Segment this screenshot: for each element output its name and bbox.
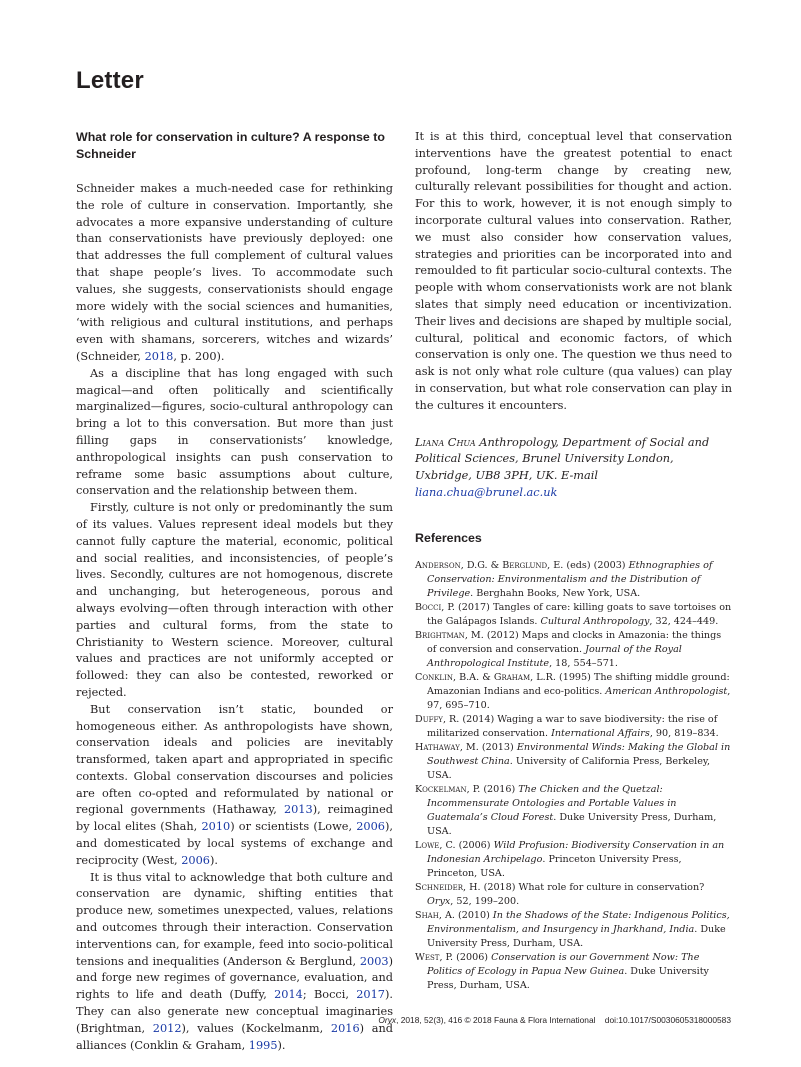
footer-doi: doi:10.1017/S0030605318000583 (604, 1015, 731, 1025)
reference-text: , C. (2006) (439, 839, 494, 851)
article-title: What role for conservation in culture? A response to Schneider (76, 130, 385, 161)
reference-text: . Princeton University Press, Princeton, USA. (427, 853, 682, 879)
reference-text: , A. (2010) (438, 909, 493, 921)
reference-title: Wild Profusion: Biodiversity Conservation in an Indonesian Archipelago (427, 839, 725, 865)
citation-link[interactable]: 2017 (356, 988, 385, 1002)
reference-title: International Affairs (551, 727, 650, 739)
reference-author: Anderson (415, 559, 461, 571)
reference-text: , 90, 819–834. (649, 727, 719, 739)
reference-author: Shah (415, 909, 439, 921)
paragraph-text: It is thus vital to acknowledge that both culture and conservation are dynamic, shifting entities that produce new, sometimes unexpected, values, relations and outcomes through their interaction. Conservation interventions can, for example, feed into socio-political tensions and inequalities (Anderson & Berglund, (76, 870, 393, 968)
reference-author: Berglund (502, 559, 548, 571)
citation-link[interactable]: 2018 (144, 349, 174, 363)
reference-text: . Duke University Press, Durham, USA. (427, 965, 709, 991)
author-name: Liana Chua (415, 435, 476, 449)
citation-link[interactable]: 2016 (330, 1021, 360, 1035)
footer-citation: , 2018, 52(3), 416 © 2018 Fauna & Flora International (396, 1015, 596, 1025)
reference-title: Cultural Anthropology (540, 615, 650, 627)
reference-author: Hathaway (415, 741, 460, 753)
paragraph-text: Schneider makes a much-needed case for rethinking the role of culture in conservation. Importantly, she advocates a more expansive understanding of culture than conservationists have previously deployed: one that addresses the full complement of cultural values that shape people’s lives. To accommodate such values, she suggests, conservationists should engage more widely with the social sciences and humanities, ‘with religious and cultural institutions, and perhaps even with shamans, sorcerers, witches and wizards’ (Schneider, (76, 182, 393, 363)
references-heading: References (415, 530, 482, 545)
paragraph-text: ) or scientists (Lowe, (230, 820, 357, 834)
paragraph-text: As a discipline that has long engaged with such magical—and often politically and scientifically marginalized—figures, socio-cultural anthropology can bring a lot to this conversation. But more than just filling gaps in conservationists’ knowledge, anthropological insights can push conservation to reframe some basic assumptions about culture, conservation and the relationship between them. (76, 366, 393, 498)
reference-text: . Berghahn Books, New York, USA. (470, 587, 641, 599)
reference-item (415, 783, 732, 839)
reference-text: , R. (2014) Waging a war to save biodiversity: the rise of militarized conservation. (427, 713, 718, 739)
paragraph-text: ). They can also generate new conceptual imaginaries (Brightman, (76, 988, 393, 1035)
article-body-right (415, 129, 732, 415)
author-affiliation: Anthropology, Department of Social and Political Sciences, Brunel University London, Uxbridge, UB8 3PH, UK. E-mail (415, 435, 710, 483)
reference-text: . University of California Press, Berkeley, USA. (427, 755, 711, 781)
paragraph-text: But conservation isn’t static, bounded or homogeneous either. As anthropologists have shown, conservation ideals and policies are inevitably transformed, taken apart and appropriated in specific contexts. Global conservation discourses and policies are often co-opted and reformulated by national or regional governments (Hathaway, (76, 702, 393, 817)
paragraph-text: It is at this third, conceptual level that conservation interventions have the greatest potential to enact profound, long-term change by creating new, culturally relevant possibilities for thought and action. For this to work, however, it is not enough simply to incorporate cultural values into conservation. Rather, we must also consider how conservation values, strategies and priorities can be incorporated into and remoulded to fit particular socio-cultural contexts. The people with whom conservationists work are not blank slates that simply need education or incentivization. Their lives and decisions are shaped by multiple social, cultural, political and economic factors, of which conservation is only one. The question we thus need to ask is not only what role culture (qua values) can play in conservation, but what role conservation can play in the cultures it encounters. (415, 130, 732, 412)
reference-item (415, 671, 732, 713)
reference-item (415, 713, 732, 741)
citation-link[interactable]: 2014 (274, 988, 303, 1002)
citation-link[interactable]: 1995 (248, 1038, 278, 1052)
reference-item (415, 559, 732, 601)
reference-text: . Duke University Press, Durham, USA. (427, 811, 717, 837)
body-paragraph (76, 870, 393, 1055)
body-paragraph (76, 366, 393, 500)
body-paragraph (415, 129, 732, 415)
reference-text: , E. (eds) (2003) (547, 559, 629, 571)
reference-text: , B.A. & (452, 671, 494, 683)
reference-title: Conservation is our Government Now: The Politics of Ecology in Papua New Guinea (427, 951, 700, 977)
body-paragraph (76, 181, 393, 366)
reference-title: Oryx (427, 895, 451, 907)
reference-text: , D.G. & (460, 559, 503, 571)
page-heading: Letter (76, 67, 144, 94)
footer-journal: Oryx (378, 1015, 397, 1025)
paragraph-text: , p. 200). (173, 349, 225, 363)
reference-text: , P. (2017) Tangles of care: killing goats to save tortoises on the Galápagos Islands. (427, 601, 732, 627)
citation-link[interactable]: 2006 (181, 853, 210, 867)
paragraph-text: ) and alliances (Conklin & Graham, (76, 1021, 393, 1052)
reference-author: Duffy (415, 713, 443, 725)
reference-author: Lowe (415, 839, 440, 851)
article-body-left (76, 181, 393, 1054)
reference-item (415, 741, 732, 783)
paragraph-text: ), reimagined by local elites (Shah, (76, 803, 393, 834)
paragraph-text: ), values (Kockelmanm, (181, 1021, 331, 1035)
reference-item (415, 909, 732, 951)
paragraph-text: Firstly, culture is not only or predominantly the sum of its values. Values represent ideal models but they cannot fully capture the material, economic, political and social realities, and inconsistencies, of people’s lives. Secondly, cultures are not homogenous, discrete and unchanging, but heterogeneous, porous and always evolving—often through interaction with other parties and cultural forms, from the state to Christianity to Western science. Moreover, cultural values and practices are not uniformly accepted or followed: they can also be contested, reworked or rejected. (76, 501, 393, 699)
author-email-link[interactable]: liana.chua@brunel.ac.uk (415, 485, 558, 499)
references-list (415, 559, 732, 993)
paragraph-text: ). (277, 1038, 286, 1052)
reference-text: , 97, 695–710. (427, 685, 731, 711)
paragraph-text: ), and domesticated by local systems of exchange and reciprocity (West, (76, 820, 393, 867)
reference-item (415, 951, 732, 993)
paragraph-text: ). (209, 853, 218, 867)
reference-text: . Duke University Press, Durham, USA. (427, 923, 726, 949)
reference-text: , 18, 554–571. (549, 657, 618, 669)
reference-text: , P. (2016) (466, 783, 519, 795)
reference-text: , H. (2018) What role for culture in conservation? (463, 881, 705, 893)
citation-link[interactable]: 2003 (359, 954, 389, 968)
reference-text: , L.R. (1995) The shifting middle ground: Amazonian Indians and eco-politics. (427, 671, 730, 697)
author-block (415, 435, 732, 502)
reference-text: , P. (2006) (439, 951, 492, 963)
body-paragraph (76, 702, 393, 870)
citation-link[interactable]: 2012 (152, 1021, 182, 1035)
reference-item (415, 839, 732, 881)
reference-title: The Chicken and the Quetzal: Incommensurate Ontologies and Portable Values in Guatemala’s Cloud Forest (427, 783, 677, 823)
reference-title: Ethnographies of Conservation: Environmentalism and the Distribution of Privilege (427, 559, 713, 599)
citation-link[interactable]: 2010 (201, 820, 231, 834)
right-column (415, 129, 732, 993)
reference-item (415, 601, 732, 629)
reference-title: In the Shadows of the State: Indigenous Politics, Environmentalism, and Insurgency in Jharkhand, India (427, 909, 730, 935)
reference-author: Conklin (415, 671, 453, 683)
reference-author: Graham (493, 671, 531, 683)
paragraph-text: ; Bocci, (302, 988, 357, 1002)
page-footer (0, 1014, 731, 1026)
reference-title: Journal of the Royal Anthropological Institute (427, 643, 682, 669)
reference-author: Bocci (415, 601, 442, 613)
reference-author: West (415, 951, 440, 963)
reference-author: Schneider (415, 881, 464, 893)
citation-link[interactable]: 2006 (356, 820, 385, 834)
left-column (76, 129, 393, 1054)
reference-title: American Anthropologist (605, 685, 728, 697)
reference-item (415, 881, 732, 909)
paragraph-text: ) and forge new regimes of governance, evaluation, and rights to life and death (Duffy, (76, 954, 393, 1002)
body-paragraph (76, 500, 393, 702)
reference-text: , M. (2013) (459, 741, 517, 753)
citation-link[interactable]: 2013 (283, 803, 313, 817)
reference-title: Environmental Winds: Making the Global in Southwest China (427, 741, 731, 767)
reference-text: , 52, 199–200. (450, 895, 520, 907)
reference-author: Kockelman (415, 783, 467, 795)
reference-author: Brightman (415, 629, 465, 641)
reference-item (415, 629, 732, 671)
reference-text: , 32, 424–449. (649, 615, 719, 627)
reference-text: , M. (2012) Maps and clocks in Amazonia: the things of conversion and conservation. (427, 629, 722, 655)
